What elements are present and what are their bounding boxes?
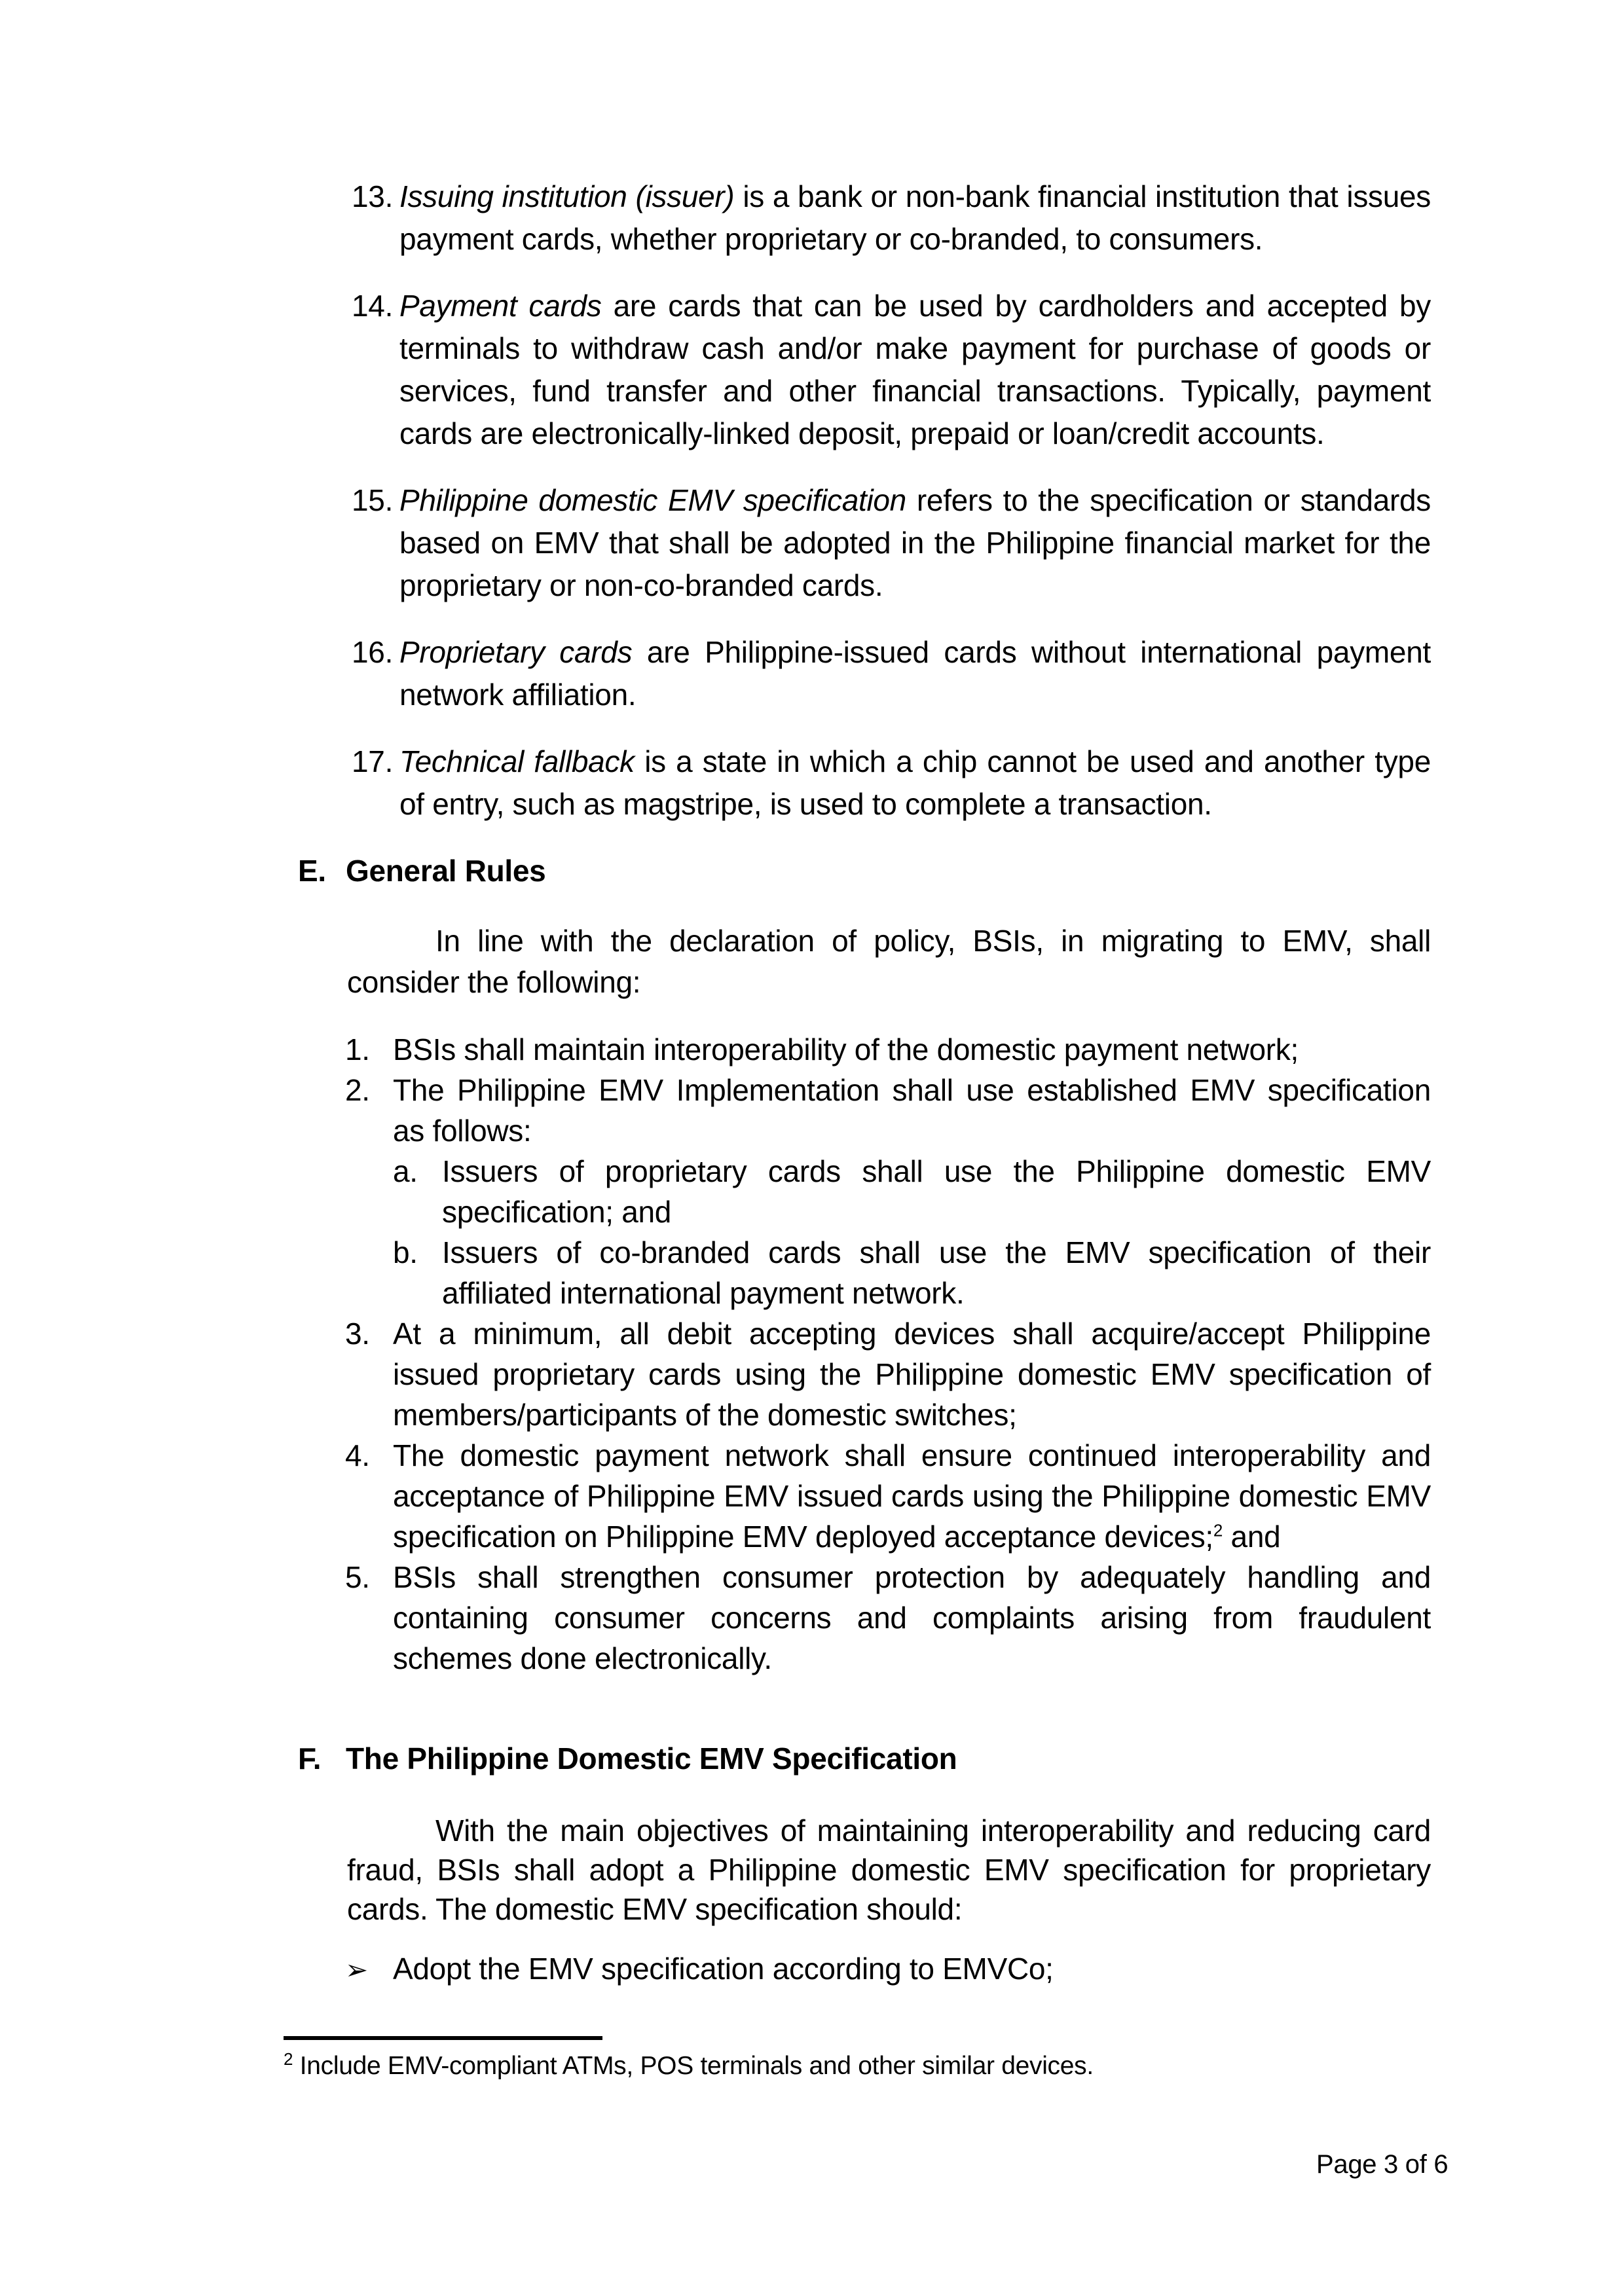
general-rules-list — [345, 1029, 1431, 1679]
footnote-marker: 2 — [284, 2049, 293, 2069]
definition-text: are cards that can be used by cardholders and accepted by terminals to withdraw cash and/or make payment for purchase of goods or services, fund transfer and other financial transactions. Typically, payment cards are electronically-linked deposit, prepaid or loan/credit accounts. — [399, 289, 1431, 450]
section-f-intro-paragraph: With the main objectives of maintaining interoperability and reducing card fraud, BSIs shall adopt a Philippine domestic EMV specification for proprietary cards. The domestic EMV specification should: — [347, 1813, 1431, 1926]
rule-text: BSIs shall strengthen consumer protection by adequately handling and containing consumer concerns and complaints arising from fraudulent schemes done electronically. — [393, 1560, 1431, 1675]
rule-number: 4. — [345, 1438, 370, 1472]
footnote-text: Include EMV-compliant ATMs, POS terminals and other similar devices. — [293, 2052, 1094, 2080]
rule-item-1 — [345, 1029, 1431, 1070]
definition-number: 14. — [352, 289, 394, 323]
rule-2-sublist — [393, 1151, 1431, 1313]
section-title: General Rules — [346, 854, 546, 888]
sub-item-text: Issuers of proprietary cards shall use the Philippine domestic EMV specification; and — [442, 1154, 1431, 1229]
document-body — [298, 175, 1431, 1989]
definition-term: Proprietary cards — [399, 635, 633, 669]
section-letter: E. — [298, 854, 326, 888]
sub-item-a — [393, 1151, 1431, 1232]
sub-item-letter: a. — [393, 1154, 418, 1188]
section-e-intro-paragraph: In line with the declaration of policy, BSIs, in migrating to EMV, shall consider the following: — [347, 924, 1431, 999]
definition-text: is a state in which a chip cannot be used and another type of entry, such as magstripe, is used to complete a transaction. — [399, 744, 1431, 821]
rule-text-continued: and — [1223, 1520, 1281, 1554]
rule-number: 5. — [345, 1560, 370, 1594]
rule-number: 1. — [345, 1032, 370, 1066]
rule-item-5 — [345, 1557, 1431, 1679]
sub-item-text: Issuers of co-branded cards shall use the EMV specification of their affiliated international payment network. — [442, 1235, 1431, 1310]
rule-item-4 — [345, 1435, 1431, 1557]
arrow-bullet-icon: ➢ — [345, 1954, 368, 1985]
section-letter: F. — [298, 1741, 322, 1776]
definition-number: 13. — [352, 179, 394, 213]
definition-term: Issuing institution (issuer) — [399, 179, 735, 213]
definition-item-15 — [352, 479, 1431, 607]
definition-list — [352, 175, 1431, 826]
definition-text: are Philippine-issued cards without international payment network affiliation. — [399, 635, 1431, 712]
bullet-text: Adopt the EMV specification according to EMVCo; — [393, 1952, 1054, 1986]
rule-text: The Philippine EMV Implementation shall use established EMV specification as follows: — [393, 1073, 1431, 1148]
rule-text: BSIs shall maintain interoperability of the domestic payment network; — [393, 1032, 1299, 1066]
page-number: Page 3 of 6 — [1316, 2150, 1449, 2179]
definition-text: refers to the specification or standards based on EMV that shall be adopted in the Philippine financial market for the proprietary or non-co-branded cards. — [399, 483, 1431, 602]
rule-item-3 — [345, 1313, 1431, 1435]
definition-term: Technical fallback — [399, 744, 635, 778]
definition-number: 16. — [352, 635, 394, 669]
definition-term: Philippine domestic EMV specification — [399, 483, 906, 517]
rule-text: The domestic payment network shall ensure continued interoperability and acceptance of Philippine EMV issued cards using the Philippine domestic EMV specification on Philippine EMV deployed acceptance devices; — [393, 1438, 1431, 1554]
specification-bullet-list — [345, 1948, 1431, 1989]
rule-number: 2. — [345, 1073, 370, 1107]
footnote — [284, 2049, 1094, 2081]
section-title: The Philippine Domestic EMV Specification — [346, 1741, 957, 1776]
definition-number: 15. — [352, 483, 394, 517]
definition-number: 17. — [352, 744, 394, 778]
definition-item-13 — [352, 175, 1431, 261]
definition-item-16 — [352, 631, 1431, 716]
footnote-reference: 2 — [1213, 1520, 1223, 1540]
footnote-separator-rule — [284, 2036, 602, 2040]
sub-item-b — [393, 1232, 1431, 1313]
definition-text: is a bank or non-bank financial institution that issues payment cards, whether proprietary or co-branded, to consumers. — [399, 179, 1431, 256]
section-e-heading — [298, 850, 1431, 892]
definition-term: Payment cards — [399, 289, 602, 323]
definition-item-14 — [352, 285, 1431, 455]
definition-item-17 — [352, 740, 1431, 826]
sub-item-letter: b. — [393, 1235, 418, 1269]
bullet-item — [345, 1948, 1431, 1989]
section-f-heading — [298, 1738, 1431, 1779]
rule-number: 3. — [345, 1317, 370, 1351]
rule-text: At a minimum, all debit accepting devices shall acquire/accept Philippine issued proprietary cards using the Philippine domestic EMV specification of members/participants of the domestic switches; — [393, 1317, 1431, 1432]
rule-item-2 — [345, 1070, 1431, 1313]
